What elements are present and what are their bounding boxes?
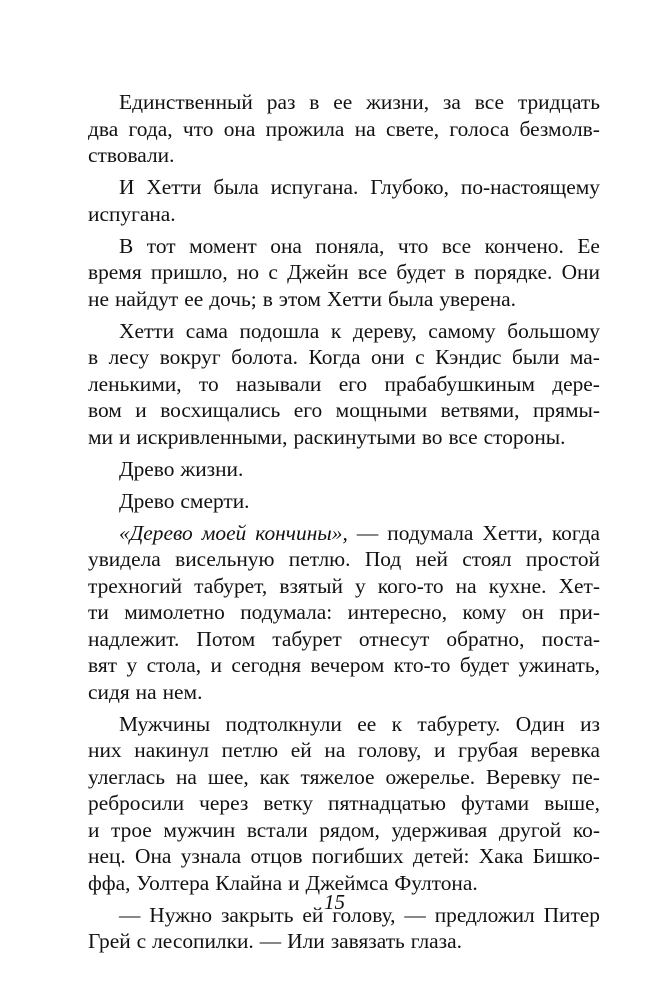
text-line: ребросили через ветку пятнадцатью футами выше, bbox=[88, 791, 600, 815]
text-line: сидя на нем. bbox=[88, 679, 203, 704]
body-text bbox=[88, 89, 600, 955]
text-line: ти мимолетно подумала: интересно, кому он при- bbox=[88, 600, 600, 624]
text-line: Древо смерти. bbox=[119, 488, 250, 513]
paragraph bbox=[88, 233, 600, 313]
text-line: увидела висельную петлю. Под ней стоял простой bbox=[88, 547, 600, 571]
text-line: них накинул петлю ей на голову, и грубая веревка bbox=[88, 738, 600, 762]
text-line: Единственный раз в ее жизни, за все тридцать bbox=[119, 90, 600, 114]
text-line: два года, что она прожила на свете, голоса безмолв- bbox=[88, 116, 600, 141]
text-line: вом и восхищались его мощными ветвями, прямы- bbox=[88, 398, 600, 422]
paragraph bbox=[88, 488, 600, 515]
paragraph bbox=[88, 520, 600, 706]
paragraph bbox=[88, 711, 600, 897]
text-line: — Нужно закрыть ей голову, — предложил Питер bbox=[119, 902, 600, 927]
text-line: В тот момент она поняла, что все кончено. Ее bbox=[119, 233, 600, 258]
page-number: 15 bbox=[324, 890, 345, 914]
paragraph bbox=[88, 174, 600, 227]
text-line: Хетти сама подошла к дереву, самому большому bbox=[119, 318, 600, 343]
paragraph bbox=[88, 456, 600, 483]
text-line: трехногий табурет, взятый у кого-то на кухне. Хет- bbox=[88, 573, 600, 598]
text-line: ффа, Уолтера Клайна и Джеймса Фултона. bbox=[88, 870, 478, 895]
text-line: испугана. bbox=[88, 201, 176, 226]
text-line: «Дерево моей кончины», — подумала Хетти, когда bbox=[119, 520, 600, 545]
text-line: И Хетти была испугана. Глубоко, по-настоящему bbox=[119, 175, 600, 199]
text-line: и трое мужчин встали рядом, удерживая другой ко- bbox=[88, 817, 600, 842]
text-line: вят у стола, и сегодня вечером кто-то будет ужинать, bbox=[88, 653, 600, 677]
text-line: ленькими, то называли его прабабушкиным дере- bbox=[88, 371, 600, 396]
paragraph bbox=[88, 318, 600, 451]
text-line: нец. Она узнала отцов погибших детей: Хака Бишко- bbox=[88, 844, 600, 868]
text-line: ствовали. bbox=[88, 143, 175, 167]
text-line: надлежит. Потом табурет отнесут обратно, поста- bbox=[88, 626, 600, 651]
text-line: время пришло, но с Джейн все будет в порядке. Они bbox=[88, 260, 600, 284]
text-line: не найдут ее дочь; в этом Хетти была уверена. bbox=[88, 286, 517, 311]
text-line: Мужчины подтолкнули ее к табурету. Один из bbox=[119, 711, 600, 736]
text-line: Грей с лесопилки. — Или завязать глаза. bbox=[88, 929, 462, 953]
text-line: улеглась на шее, как тяжелое ожерелье. Веревку пе- bbox=[88, 764, 600, 789]
paragraph bbox=[88, 89, 600, 169]
text-line: ми и искривленными, раскинутыми во все стороны. bbox=[88, 424, 566, 449]
text-line: Древо жизни. bbox=[119, 456, 244, 481]
text-line: в лесу вокруг болота. Когда они с Кэндис были ма- bbox=[88, 345, 600, 369]
